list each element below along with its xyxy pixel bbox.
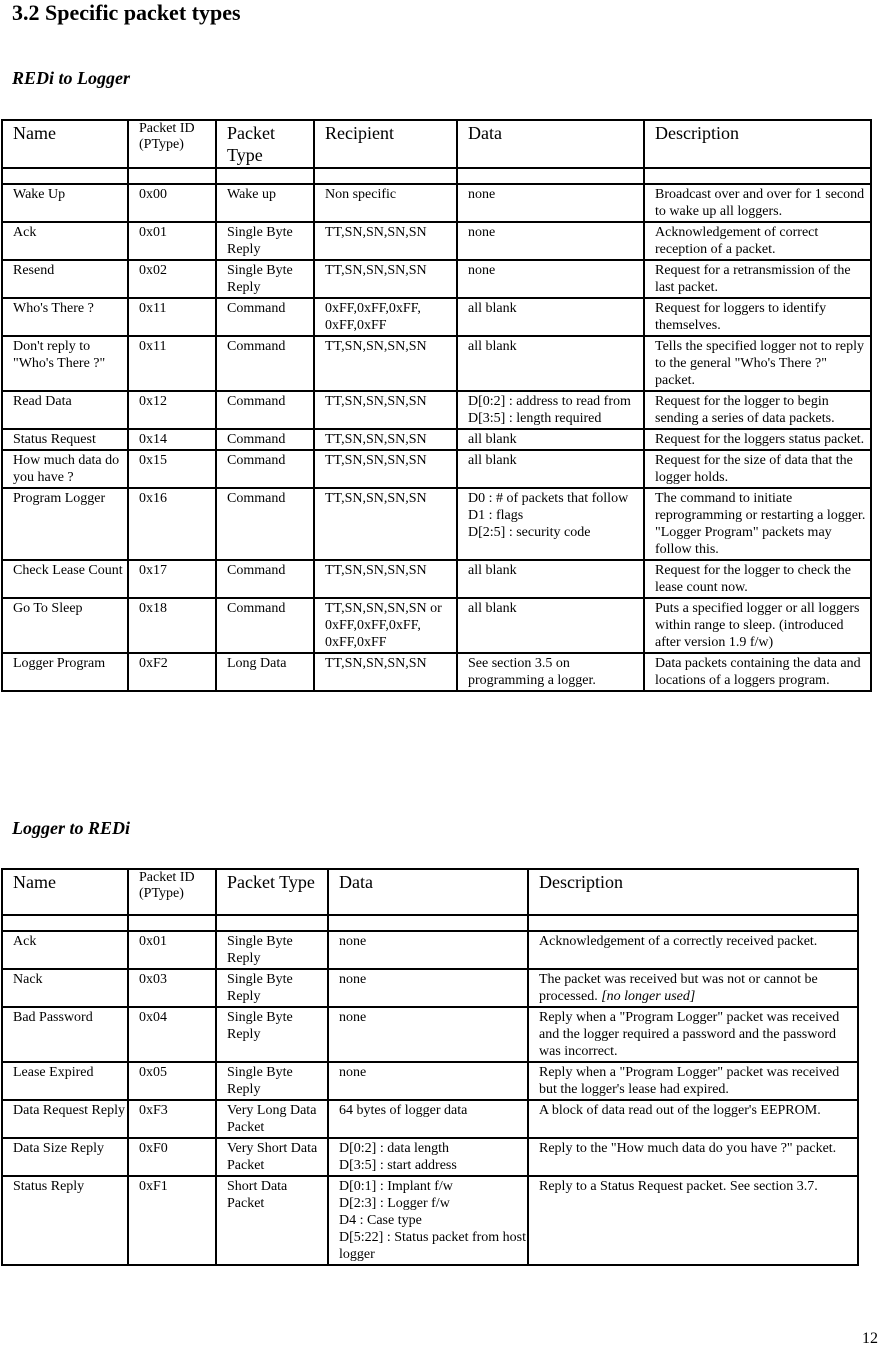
col-description: Description	[644, 120, 871, 168]
cell-text: Command	[227, 394, 286, 409]
table-cell	[128, 969, 216, 1007]
table-cell	[128, 560, 216, 598]
table-cell	[2, 488, 128, 560]
spacer-cell	[216, 168, 314, 184]
table-cell	[328, 1007, 528, 1062]
table-cell	[2, 1007, 128, 1062]
spacer-cell	[216, 915, 328, 931]
table-cell	[457, 560, 644, 598]
table-cell	[216, 260, 314, 298]
table-cell	[314, 391, 457, 429]
table-row	[2, 969, 858, 1007]
table-cell	[128, 222, 216, 260]
table-cell	[216, 450, 314, 488]
table-cell	[128, 653, 216, 691]
table-cell	[216, 1062, 328, 1100]
table-cell	[216, 1138, 328, 1176]
table-cell	[457, 391, 644, 429]
table-row	[2, 336, 871, 391]
table-cell	[644, 598, 871, 653]
table-cell	[528, 1062, 858, 1100]
cell-text: none	[339, 934, 367, 949]
table-row	[2, 298, 871, 336]
table-cell	[644, 336, 871, 391]
spacer-cell	[314, 168, 457, 184]
table-cell	[328, 1062, 528, 1100]
cell-text: TT,SN,SN,SN,SN	[325, 225, 427, 240]
cell-text: Who's There ?	[13, 301, 94, 316]
cell-text: 0x16	[139, 491, 167, 506]
table-cell	[314, 450, 457, 488]
table-cell	[128, 429, 216, 450]
table-cell	[128, 1100, 216, 1138]
table-cell	[128, 298, 216, 336]
cell-text: Acknowledgement of a correctly received packet.	[539, 934, 818, 949]
table-cell	[644, 391, 871, 429]
table-cell	[644, 184, 871, 222]
cell-text: 0x03	[139, 972, 167, 987]
table-cell	[2, 298, 128, 336]
cell-text: TT,SN,SN,SN,SN	[325, 263, 427, 278]
table-cell	[457, 598, 644, 653]
cell-text: 0x01	[139, 225, 167, 240]
cell-text: all blank	[468, 453, 517, 468]
table-cell	[2, 184, 128, 222]
section-title: 3.2 Specific packet types	[12, 0, 241, 25]
cell-text: none	[339, 1010, 367, 1025]
cell-text: The command to initiate reprogramming or restarting a logger. "Logger Program" packets may follow this.	[655, 491, 866, 557]
cell-text: D[0:1] : Implant f/w D[2:3] : Logger f/w D4 : Case type D[5:22] : Status packet from host logger	[339, 1179, 527, 1262]
page-number: 12	[862, 1330, 878, 1347]
table-row	[2, 598, 871, 653]
cell-text: Lease Expired	[13, 1065, 94, 1080]
table-cell	[216, 560, 314, 598]
table-cell	[128, 391, 216, 429]
table-cell	[314, 336, 457, 391]
cell-text: Data Size Reply	[13, 1141, 104, 1156]
table-row	[2, 653, 871, 691]
cell-text: Broadcast over and over for 1 second to wake up all loggers.	[655, 187, 865, 219]
cell-text: 64 bytes of logger data	[339, 1103, 468, 1118]
table-row	[2, 488, 871, 560]
cell-text: Single Byte Reply	[227, 1065, 293, 1097]
cell-text: Wake Up	[13, 187, 66, 202]
table-cell	[328, 931, 528, 969]
table-cell	[328, 1138, 528, 1176]
table-row	[2, 931, 858, 969]
cell-text: Command	[227, 563, 286, 578]
spacer-cell	[528, 915, 858, 931]
cell-text: Reply to a Status Request packet. See section 3.7.	[539, 1179, 818, 1194]
cell-text: none	[468, 225, 496, 240]
cell-text: See section 3.5 on programming a logger.	[468, 656, 596, 688]
table-cell	[128, 598, 216, 653]
cell-text: 0x18	[139, 601, 167, 616]
table-cell	[644, 429, 871, 450]
cell-text: Request for the logger to begin sending a series of data packets.	[655, 394, 835, 426]
cell-text: Single Byte Reply	[227, 934, 293, 966]
table-cell	[2, 653, 128, 691]
table-row	[2, 1176, 858, 1265]
cell-text: Request for the loggers status packet.	[655, 432, 865, 447]
cell-text: Request for the size of data that the logger holds.	[655, 453, 853, 485]
table-cell	[314, 598, 457, 653]
cell-text: Request for loggers to identify themselves.	[655, 301, 827, 333]
table-cell	[644, 450, 871, 488]
table-cell	[128, 336, 216, 391]
cell-text: Don't reply to "Who's There ?"	[13, 339, 106, 371]
cell-text: 0xF0	[139, 1141, 168, 1156]
spacer-cell	[2, 915, 128, 931]
table-cell	[528, 969, 858, 1007]
table-cell	[2, 598, 128, 653]
cell-text: Very Long Data Packet	[227, 1103, 317, 1135]
cell-text: Wake up	[227, 187, 277, 202]
col-data: Data	[457, 120, 644, 168]
table-row	[2, 1100, 858, 1138]
cell-text: TT,SN,SN,SN,SN	[325, 491, 427, 506]
cell-text: 0x01	[139, 934, 167, 949]
table-cell	[457, 184, 644, 222]
table-cell	[216, 1100, 328, 1138]
table-row	[2, 450, 871, 488]
table-cell	[128, 450, 216, 488]
cell-text: Request for the logger to check the lease count now.	[655, 563, 851, 595]
cell-text: Ack	[13, 225, 37, 240]
cell-text: TT,SN,SN,SN,SN	[325, 339, 427, 354]
table-cell	[314, 653, 457, 691]
cell-text: Check Lease Count	[13, 563, 123, 578]
cell-text: all blank	[468, 301, 517, 316]
cell-text: TT,SN,SN,SN,SN	[325, 453, 427, 468]
cell-text: D0 : # of packets that follow D1 : flags D[2:5] : security code	[468, 491, 629, 540]
table-cell	[216, 653, 314, 691]
spacer-cell	[328, 915, 528, 931]
cell-text: Resend	[13, 263, 55, 278]
cell-text: Long Data	[227, 656, 287, 671]
cell-text: Non specific	[325, 187, 397, 202]
table-cell	[2, 1062, 128, 1100]
cell-text: How much data do you have ?	[13, 453, 120, 485]
cell-text: none	[339, 1065, 367, 1080]
cell-text: 0x14	[139, 432, 167, 447]
cell-text: Request for a retransmission of the last packet.	[655, 263, 851, 295]
table-cell	[216, 298, 314, 336]
table-cell	[2, 429, 128, 450]
cell-text: Ack	[13, 934, 37, 949]
spacer-cell	[128, 168, 216, 184]
cell-text: Program Logger	[13, 491, 106, 506]
table-row	[2, 1007, 858, 1062]
spacer-row	[2, 915, 858, 931]
table-cell	[457, 429, 644, 450]
table-cell	[2, 1138, 128, 1176]
table-cell	[457, 222, 644, 260]
table-cell	[2, 1100, 128, 1138]
cell-text: Reply when a "Program Logger" packet was received but the logger's lease had expired.	[539, 1065, 840, 1097]
cell-text: Data Request Reply	[13, 1103, 125, 1118]
table-cell	[314, 260, 457, 298]
table-cell	[314, 298, 457, 336]
cell-text: 0x12	[139, 394, 167, 409]
cell-text: all blank	[468, 563, 517, 578]
cell-text: 0x17	[139, 563, 167, 578]
table-cell	[528, 931, 858, 969]
cell-text: 0x00	[139, 187, 167, 202]
spacer-cell	[457, 168, 644, 184]
col-name: Name	[2, 120, 128, 168]
cell-text: Very Short Data Packet	[227, 1141, 318, 1173]
table-cell	[128, 931, 216, 969]
table-cell	[216, 598, 314, 653]
spacer-cell	[644, 168, 871, 184]
cell-text: Command	[227, 339, 286, 354]
cell-text: D[0:2] : data length D[3:5] : start address	[339, 1141, 457, 1173]
table-cell	[2, 336, 128, 391]
table-cell	[457, 336, 644, 391]
table2-heading: Logger to REDi	[12, 818, 131, 838]
cell-text: Bad Password	[13, 1010, 93, 1025]
table-cell	[644, 298, 871, 336]
cell-text: 0x15	[139, 453, 167, 468]
spacer-cell	[2, 168, 128, 184]
table-cell	[528, 1100, 858, 1138]
cell-text: Status Reply	[13, 1179, 85, 1194]
table-cell	[2, 1176, 128, 1265]
table-cell	[216, 429, 314, 450]
spacer-row	[2, 168, 871, 184]
table-row	[2, 260, 871, 298]
cell-text: all blank	[468, 339, 517, 354]
table-row	[2, 1062, 858, 1100]
cell-text: The packet was received but was not or cannot be processed.	[539, 972, 818, 1004]
table-row	[2, 1138, 858, 1176]
cell-text: Short Data Packet	[227, 1179, 288, 1211]
deprecated-note: [no longer used]	[601, 989, 696, 1004]
cell-text: 0x11	[139, 301, 167, 316]
cell-text: Command	[227, 453, 286, 468]
cell-text: Data packets containing the data and locations of a loggers program.	[655, 656, 861, 688]
table-cell	[457, 488, 644, 560]
cell-text: Go To Sleep	[13, 601, 83, 616]
table-cell	[2, 969, 128, 1007]
col-packet-type: Packet Type	[216, 869, 328, 915]
table-cell	[644, 488, 871, 560]
table-cell	[216, 1007, 328, 1062]
table-cell	[644, 222, 871, 260]
table-cell	[457, 298, 644, 336]
col-recipient: Recipient	[314, 120, 457, 168]
table-cell	[328, 1176, 528, 1265]
cell-text: 0xF3	[139, 1103, 168, 1118]
cell-text: 0xF1	[139, 1179, 168, 1194]
table-cell	[216, 1176, 328, 1265]
cell-text: Logger Program	[13, 656, 106, 671]
cell-text: Acknowledgement of correct reception of a packet.	[655, 225, 819, 257]
cell-text: D[0:2] : address to read from D[3:5] : length required	[468, 394, 631, 426]
cell-text: Command	[227, 491, 286, 506]
table-cell	[2, 222, 128, 260]
cell-text: Single Byte Reply	[227, 1010, 293, 1042]
table-cell	[314, 488, 457, 560]
table-cell	[128, 1062, 216, 1100]
cell-text: none	[468, 263, 496, 278]
col-packet-type: Packet Type	[216, 120, 314, 168]
col-packet-id: Packet ID (PType)	[128, 120, 216, 168]
table-row	[2, 184, 871, 222]
table-cell	[128, 488, 216, 560]
table-cell	[314, 184, 457, 222]
table-cell	[328, 1100, 528, 1138]
table-cell	[314, 560, 457, 598]
table-row	[2, 222, 871, 260]
table-cell	[216, 931, 328, 969]
table-cell	[216, 969, 328, 1007]
table-cell	[128, 260, 216, 298]
col-description: Description	[528, 869, 858, 915]
table-cell	[528, 1007, 858, 1062]
cell-text: Reply to the "How much data do you have ?" packet.	[539, 1141, 837, 1156]
table-cell	[644, 560, 871, 598]
redi-to-logger-table	[1, 119, 872, 692]
table-cell	[528, 1176, 858, 1265]
cell-text: Single Byte Reply	[227, 225, 293, 257]
cell-text: all blank	[468, 432, 517, 447]
cell-text: all blank	[468, 601, 517, 616]
logger-to-redi-table	[1, 868, 859, 1266]
table-cell	[2, 391, 128, 429]
cell-text: Reply when a "Program Logger" packet was received and the logger required a password and the password was incorrect.	[539, 1010, 840, 1059]
table-cell	[216, 391, 314, 429]
spacer-cell	[128, 915, 216, 931]
cell-text: 0x05	[139, 1065, 167, 1080]
cell-text: Puts a specified logger or all loggers within range to sleep. (introduced after version 1.9 f/w)	[655, 601, 860, 650]
table-row	[2, 429, 871, 450]
table-cell	[128, 1138, 216, 1176]
cell-text: 0x11	[139, 339, 167, 354]
cell-text: TT,SN,SN,SN,SN or 0xFF,0xFF,0xFF, 0xFF,0xFF	[325, 601, 442, 650]
table-cell	[328, 969, 528, 1007]
table-row	[2, 391, 871, 429]
cell-text: Read Data	[13, 394, 72, 409]
table-cell	[314, 222, 457, 260]
cell-text: Command	[227, 301, 286, 316]
table1-heading: REDi to Logger	[12, 68, 131, 88]
cell-text: 0x04	[139, 1010, 167, 1025]
table-cell	[216, 488, 314, 560]
cell-text: Single Byte Reply	[227, 972, 293, 1004]
cell-text: Nack	[13, 972, 43, 987]
table-cell	[216, 336, 314, 391]
cell-text: Command	[227, 601, 286, 616]
table-cell	[2, 450, 128, 488]
cell-text: none	[339, 972, 367, 987]
cell-text: 0x02	[139, 263, 167, 278]
table-cell	[128, 1176, 216, 1265]
cell-text: Command	[227, 432, 286, 447]
cell-text: TT,SN,SN,SN,SN	[325, 656, 427, 671]
table-cell	[457, 260, 644, 298]
table-cell	[528, 1138, 858, 1176]
cell-text: Tells the specified logger not to reply to the general "Who's There ?" packet.	[655, 339, 864, 388]
table-cell	[128, 184, 216, 222]
table-cell	[314, 429, 457, 450]
cell-text: A block of data read out of the logger's EEPROM.	[539, 1103, 821, 1118]
table-cell	[457, 450, 644, 488]
col-data: Data	[328, 869, 528, 915]
col-packet-id: Packet ID (PType)	[128, 869, 216, 915]
cell-text: Single Byte Reply	[227, 263, 293, 295]
cell-text: TT,SN,SN,SN,SN	[325, 563, 427, 578]
table-cell	[2, 260, 128, 298]
table-cell	[644, 260, 871, 298]
cell-text: TT,SN,SN,SN,SN	[325, 432, 427, 447]
table-cell	[216, 222, 314, 260]
table-row	[2, 560, 871, 598]
table-cell	[457, 653, 644, 691]
cell-text: TT,SN,SN,SN,SN	[325, 394, 427, 409]
col-name: Name	[2, 869, 128, 915]
table-cell	[644, 653, 871, 691]
table-cell	[216, 184, 314, 222]
cell-text: Status Request	[13, 432, 96, 447]
cell-text: 0xF2	[139, 656, 168, 671]
table-cell	[2, 931, 128, 969]
cell-text: 0xFF,0xFF,0xFF, 0xFF,0xFF	[325, 301, 421, 333]
cell-text: none	[468, 187, 496, 202]
table-cell	[2, 560, 128, 598]
table-cell	[128, 1007, 216, 1062]
